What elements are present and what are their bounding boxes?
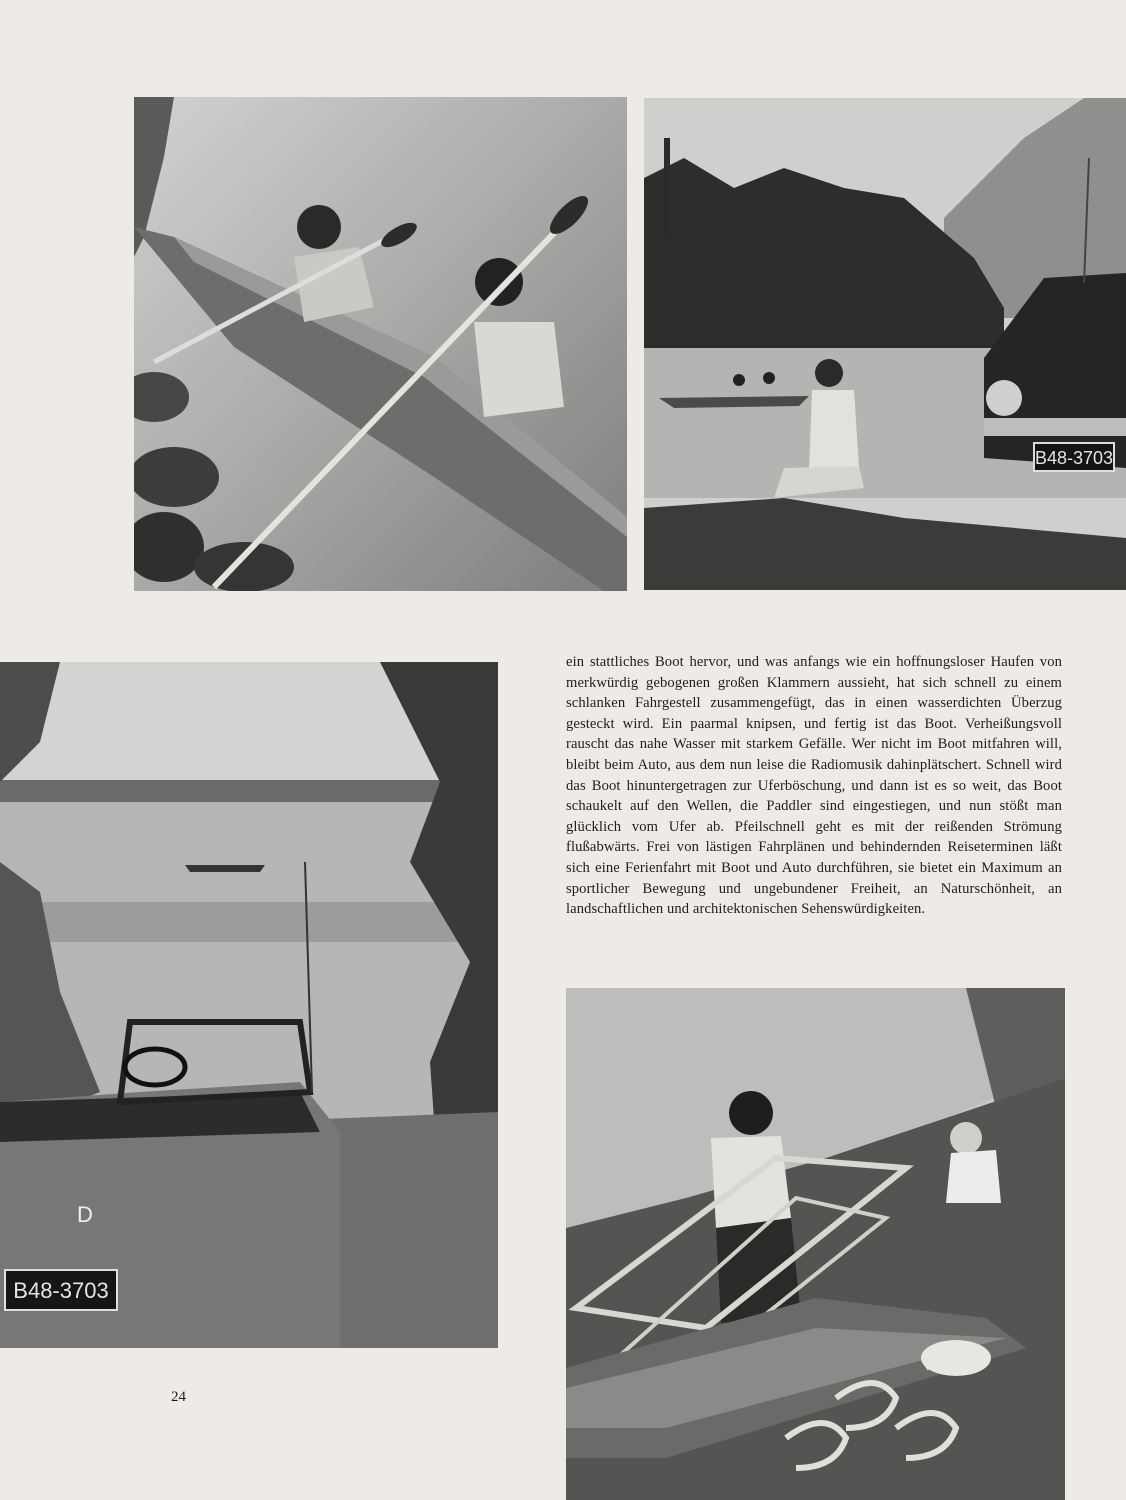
license-plate-text: B48-3703 — [13, 1278, 109, 1303]
page-number: 24 — [171, 1389, 186, 1405]
photo-kayak-paddlers — [134, 97, 627, 591]
photo-lake-convertible — [0, 662, 498, 1348]
license-plate-text: B48-3703 — [1034, 448, 1114, 468]
photo-riverbank-car — [644, 98, 1126, 590]
photo-assembling-kayak — [566, 988, 1065, 1500]
car-badge: D — [77, 1202, 93, 1227]
body-text: ein stattliches Boot hervor, und was anfangs wie ein hoffnungsloser Haufen von merkwürdig gebogenen großen Klammern aussieht, hat sich schnell zu einem schlanken Fahrgestell zusammengefügt, das in einen wasserdichten Überzug gesteckt wird. Ein paarmal knipsen, und fertig ist das Boot. Verheißungsvoll rauscht das nahe Wasser mit starkem Gefälle. Wer nicht im Boot mitfahren will, bleibt beim Auto, aus dem nun leise die Radiomusik dahinplätschert. Schnell wird das Boot hinuntergetragen zur Uferböschung, und dann ist es so weit, das Boot schaukelt auf den Wellen, die Paddler sind eingestiegen, und nun stößt man glücklich vom Ufer ab. Pfeilschnell geht es mit der reißenden Strömung flußabwärts. Frei von lästigen Fahrplänen und behindernden Reiseterminen läßt sich eine Ferienfahrt mit Boot und Auto durchführen, sie bietet ein Maximum an sportlicher Bewegung und ungebundener Freiheit, an Naturschönheit, an landschaftlichen und architektonischen Sehenswürdigkeiten. — [566, 654, 1062, 918]
